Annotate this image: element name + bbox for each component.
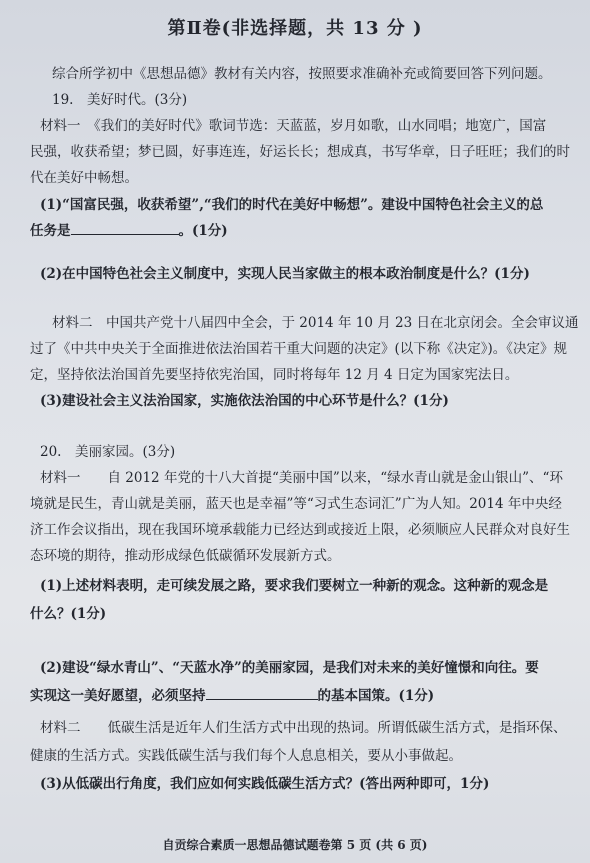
q19-question1-line2 <box>30 219 228 239</box>
q19-material2-line2: 过了《中共中央关于全面推进依法治国若干重大问题的决定》(以下称《决定》)。《决定》规 <box>30 341 568 357</box>
q19-question1-line1: (1)“国富民强，收获希望”,“我们的时代在美好中畅想”。建设中国特色社会主义的总 <box>40 197 544 213</box>
q19-material1-line3: 代在美好中畅想。 <box>30 170 138 186</box>
q19-material1-line2: 民强，收获希望；梦已圆，好事连连，好运长长；想成真，书写华章，日子旺旺；我们的时 <box>30 144 570 160</box>
q19-material2-line1: 材料二 中国共产党十八届四中全会，于 2014 年 10 月 23 日在北京闭会。全会审议通 <box>52 315 579 331</box>
q19-material2-line3: 定，坚持依法治国首先要坚持依宪治国，同时将每年 12 月 4 日定为国家宪法日。 <box>30 367 519 383</box>
q19-question3: (3)建设社会主义法治国家，实施依法治国的中心环节是什么？(1分) <box>40 393 449 409</box>
q20-material1-line3: 济工作会议指出，现在我国环境承载能力已经达到或接近上限，必须顺应人民群众对良好生 <box>30 522 570 538</box>
q20-q2-suffix: 的基本国策。(1分) <box>317 688 435 704</box>
page-footer: 自贡综合素质一思想品德试题卷第 5 页 (共 6 页) <box>162 838 428 852</box>
q20-material2-line1: 材料二 低碳生活是近年人们生活方式中出现的热词。所谓低碳生活方式，是指环保、 <box>40 720 567 736</box>
answer-blank[interactable] <box>71 220 179 235</box>
q20-question1-line1: (1)上述材料表明，走可续发展之路，要求我们要树立一种新的观念。这种新的观念是 <box>40 578 549 594</box>
q20-question3: (3)从低碳出行角度，我们应如何实践低碳生活方式？(答出两种即可，1分) <box>40 776 490 792</box>
q20-material1-line4: 态环境的期待，推动形成绿色低碳循环发展新方式。 <box>30 548 341 564</box>
q20-material1-line2: 境就是民生，青山就是美丽，蓝天也是幸福”等“习式生态词汇”广为人知。2014 年中央经 <box>30 496 562 512</box>
q19-heading: 19. 美好时代。(3分) <box>52 92 188 108</box>
answer-blank[interactable] <box>206 685 318 700</box>
q19-question2: (2)在中国特色社会主义制度中，实现人民当家做主的根本政治制度是什么？(1分) <box>40 266 530 282</box>
section-title: 第Ⅱ卷(非选择题，共 13 分 ) <box>167 18 423 39</box>
q20-question2-line1: (2)建设“绿水青山”、“天蓝水净”的美丽家园，是我们对未来的美好憧憬和向往。要 <box>40 660 539 676</box>
q19-material1-line1: 材料一 《我们的美好时代》歌词节选：天蓝蓝，岁月如歌，山水同唱；地宽广，国富 <box>40 118 547 134</box>
q20-material2-line2: 健康的生活方式。实践低碳生活与我们每个人息息相关，要从小事做起。 <box>30 748 462 764</box>
q20-question2-line2 <box>30 684 434 704</box>
q19-q1-suffix: 。(1分) <box>178 223 228 239</box>
q19-q1-prefix: 任务是 <box>30 223 71 239</box>
q20-q2-prefix: 实现这一美好愿望，必须坚持 <box>30 688 206 704</box>
q20-question1-line2: 什么？(1分) <box>30 606 107 622</box>
q20-material1-line1: 材料一 自 2012 年党的十八大首提“美丽中国”以来，“绿水青山就是金山银山”、“环 <box>40 470 563 486</box>
q20-heading: 20. 美丽家园。(3分) <box>40 444 176 460</box>
intro-text: 综合所学初中《思想品德》教材有关内容，按照要求准确补充或简要回答下列问题。 <box>52 66 552 82</box>
